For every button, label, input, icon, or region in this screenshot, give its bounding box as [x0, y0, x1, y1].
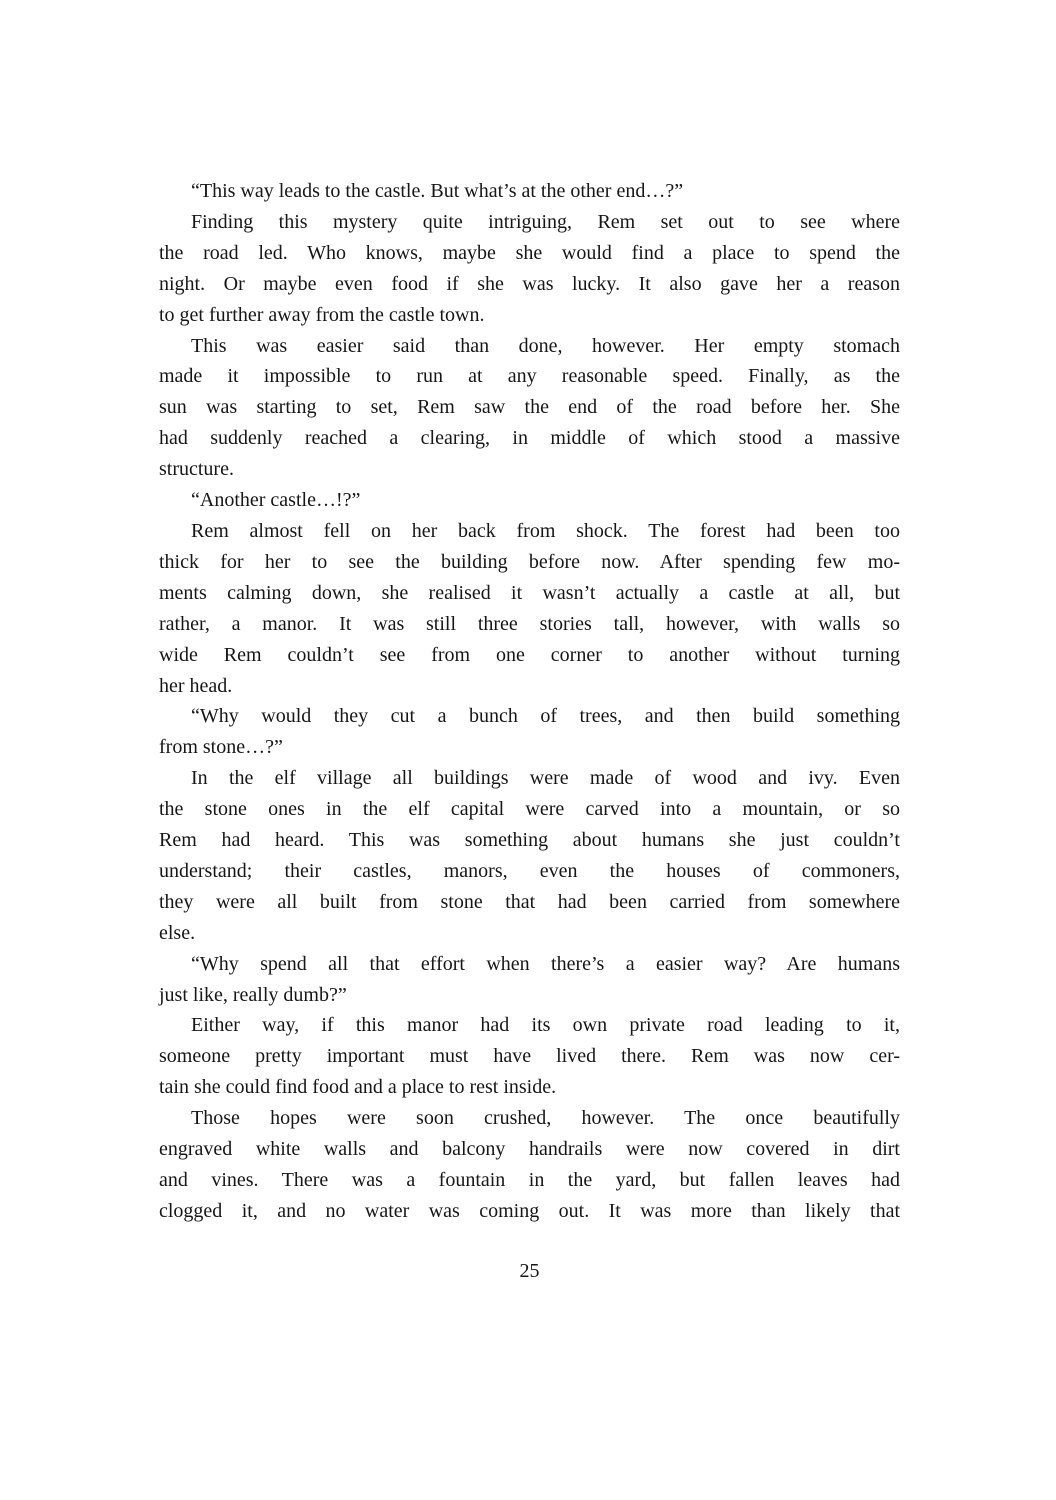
text-line: they were all built from stone that had been carried from somewhere — [159, 890, 900, 913]
text-line: Rem had heard. This was something about humans she just couldn’t — [159, 829, 900, 852]
text-line: her head. — [159, 674, 233, 697]
text-line: tain she could find food and a place to rest inside. — [159, 1076, 557, 1099]
text-line: Rem almost fell on her back from shock. The forest had been too — [191, 519, 900, 542]
text-line: structure. — [159, 458, 234, 481]
text-line: had suddenly reached a clearing, in middle of which stood a massive — [159, 427, 900, 450]
text-line: “Why would they cut a bunch of trees, and then build something — [191, 705, 900, 728]
text-line: from stone…?” — [159, 736, 283, 759]
text-line: else. — [159, 921, 196, 944]
text-line: someone pretty important must have lived there. Rem was now cer- — [159, 1045, 900, 1068]
text-line: just like, really dumb?” — [159, 983, 347, 1006]
text-line: “Why spend all that effort when there’s a easier way? Are humans — [191, 952, 900, 975]
text-line: This was easier said than done, however. Her empty stomach — [191, 334, 900, 357]
text-line: In the elf village all buildings were made of wood and ivy. Even — [191, 767, 900, 790]
text-line: sun was starting to set, Rem saw the end of the road before her. She — [159, 396, 900, 419]
text-line: night. Or maybe even food if she was lucky. It also gave her a reason — [159, 272, 900, 295]
page-number: 25 — [519, 1260, 540, 1282]
text-line: the road led. Who knows, maybe she would find a place to spend the — [159, 241, 900, 264]
text-line: “This way leads to the castle. But what’s at the other end…?” — [191, 180, 684, 202]
page-text — [159, 176, 900, 1227]
text-line: Finding this mystery quite intriguing, Rem set out to see where — [191, 210, 900, 233]
text-line: ments calming down, she realised it wasn’t actually a castle at all, but — [159, 581, 900, 604]
text-line: to get further away from the castle town. — [159, 303, 485, 326]
text-line: understand; their castles, manors, even the houses of commoners, — [159, 859, 900, 882]
text-line: and vines. There was a fountain in the yard, but fallen leaves had — [159, 1169, 900, 1191]
text-line: Either way, if this manor had its own private road leading to it, — [191, 1014, 900, 1037]
text-line: rather, a manor. It was still three stories tall, however, with walls so — [159, 612, 900, 635]
text-line: the stone ones in the elf capital were carved into a mountain, or so — [159, 798, 900, 821]
text-line: clogged it, and no water was coming out. It was more than likely that — [159, 1199, 900, 1222]
text-line: Those hopes were soon crushed, however. The once beautifully — [191, 1107, 900, 1130]
text-line: wide Rem couldn’t see from one corner to another without turning — [159, 643, 900, 666]
text-line: engraved white walls and balcony handrails were now covered in dirt — [159, 1138, 900, 1161]
text-line: made it impossible to run at any reasonable speed. Finally, as the — [159, 365, 900, 388]
text-line: “Another castle…!?” — [191, 489, 361, 512]
text-line: thick for her to see the building before now. After spending few mo- — [159, 550, 900, 573]
